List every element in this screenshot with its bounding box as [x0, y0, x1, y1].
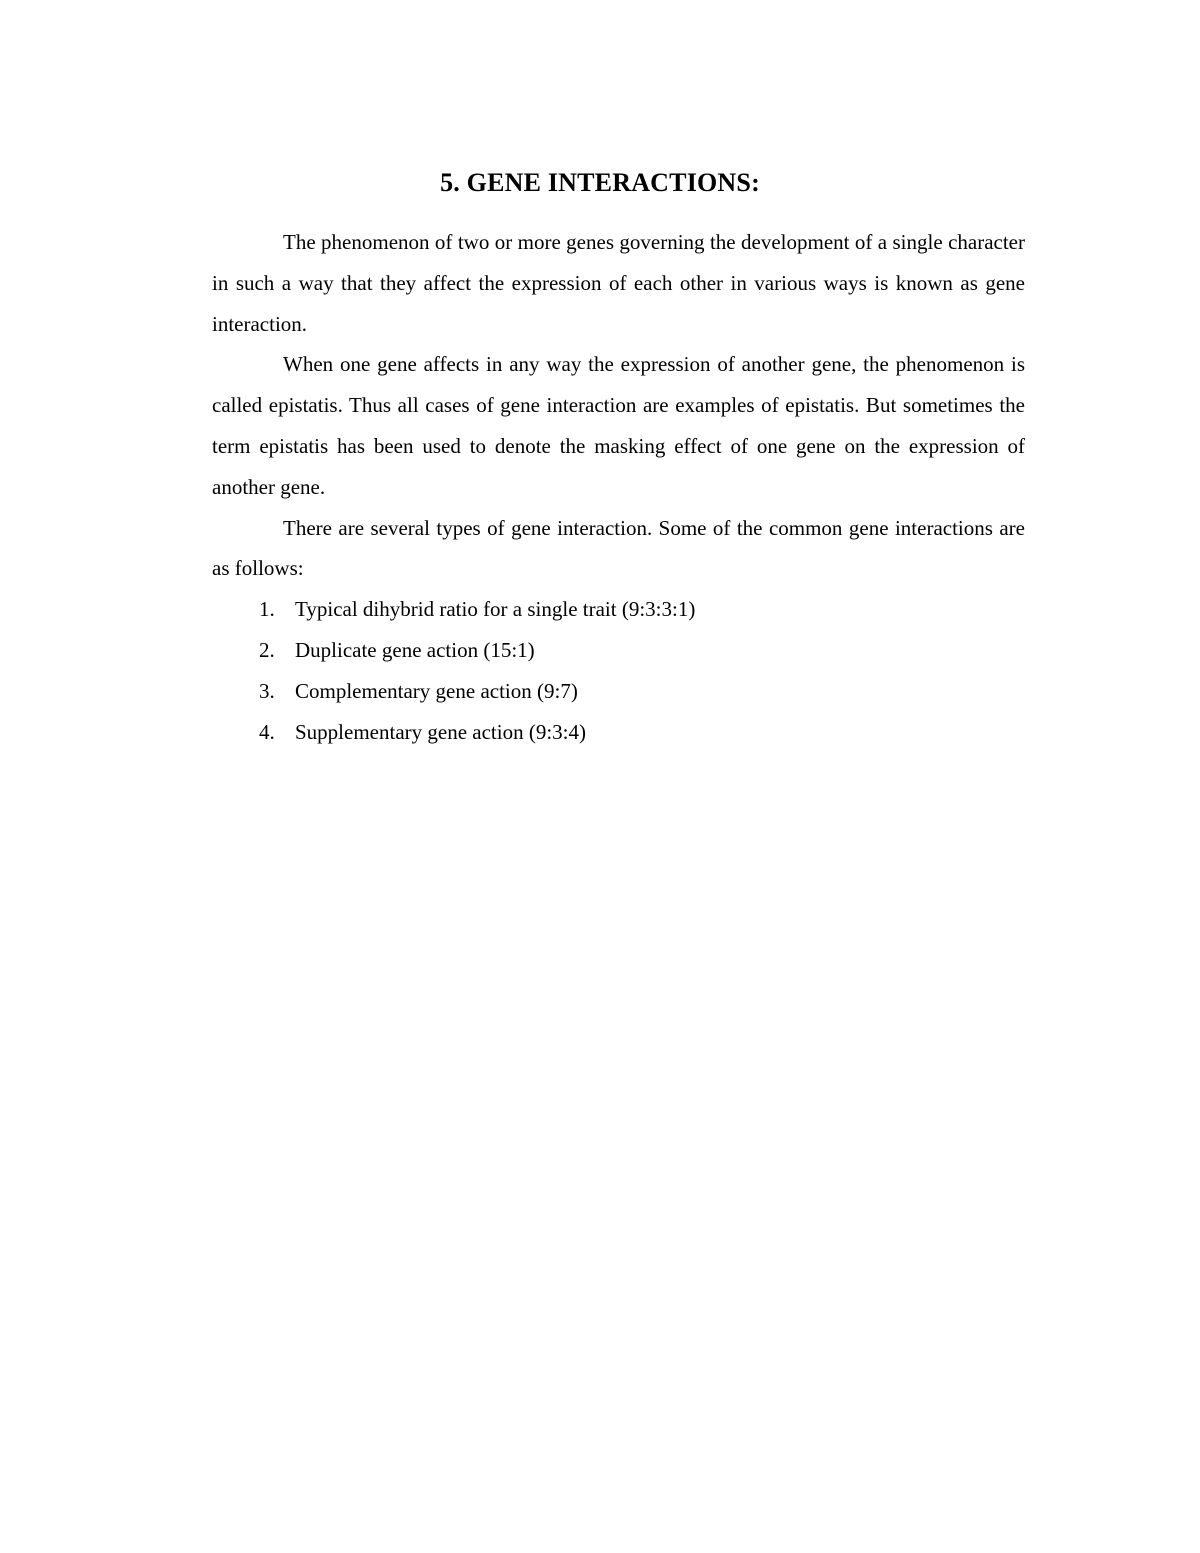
list-item: [212, 630, 1025, 671]
list-item-text: Duplicate gene action (15:1): [295, 637, 535, 662]
section-heading: 5. GENE INTERACTIONS:: [440, 168, 760, 197]
list-item: [212, 671, 1025, 712]
list-item-text: Complementary gene action (9:7): [295, 678, 578, 703]
list-item-number: 3.: [259, 678, 275, 703]
list-item: [212, 712, 1025, 753]
paragraph-epistatis: When one gene affects in any way the expression of another gene, the phenomenon is called epistatis. Thus all cases of gene interaction are examples of epistatis. But sometimes the term epistatis has been used to denote the masking effect of one gene on the expression of another gene.: [212, 352, 1025, 499]
list-item-number: 1.: [259, 597, 275, 622]
paragraph-types-intro: There are several types of gene interaction. Some of the common gene interactions are as follows:: [212, 515, 1025, 581]
body-text: [212, 222, 1025, 752]
list-item-number: 2.: [259, 637, 275, 662]
list-item-text: Typical dihybrid ratio for a single trait (9:3:3:1): [295, 597, 696, 622]
paragraph-gene-interaction-definition: The phenomenon of two or more genes governing the development of a single character in such a way that they affect the expression of each other in various ways is known as gene interaction.: [212, 230, 1025, 336]
list-item: [212, 589, 1025, 630]
interaction-types-list: [212, 589, 1025, 752]
list-item-text: Supplementary gene action (9:3:4): [295, 719, 586, 744]
list-item-number: 4.: [259, 719, 275, 744]
